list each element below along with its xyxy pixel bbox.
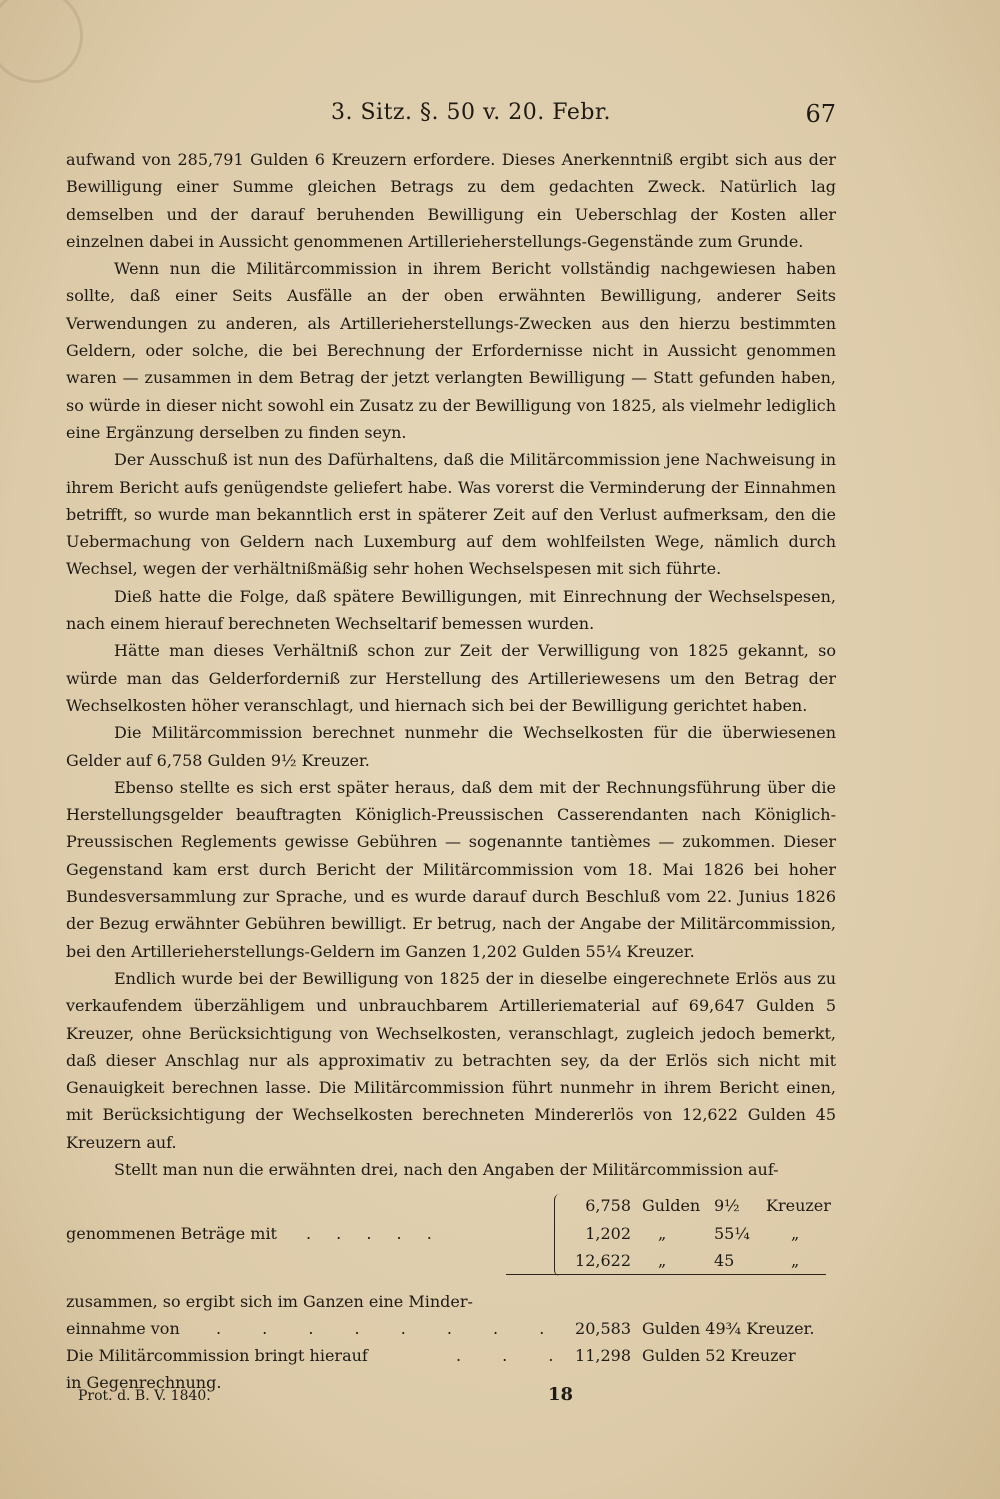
protocol-note: Prot. d. B. V. 1840. [78,1388,211,1404]
item-3-frac: 45 [714,1251,735,1270]
item-3-unit: „ [658,1251,667,1270]
item-3-amount: 12,622 [575,1251,631,1270]
total-dots: . . . . . . . . [216,1319,563,1338]
item-2-amount: 1,202 [585,1224,631,1243]
item-2-unit: „ [658,1224,667,1243]
item-2-frac: 55¼ [714,1224,750,1243]
paragraph-6: Die Militärcommission berechnet nunmehr die Wechselkosten für die überwiesenen Gelder auf 6,758 Gulden 9½ Kreuzer. [66,723,836,770]
body-text [66,146,836,1183]
library-stamp [0,0,83,83]
item-1-amount: 6,758 [585,1196,631,1215]
paragraph-9: Stellt man nun die erwähnten drei, nach den Angaben der Militärcommission auf- [114,1159,779,1179]
total-label-2: einnahme von [66,1319,180,1338]
paragraph-8: Endlich wurde bei der Bewilligung von 1825 der in dieselbe eingerechnete Erlös aus zu verkaufendem überzähligem und unbrauchbarem Artilleriematerial auf 69,647 Gulden 5 Kreuzer, ohne Berücksichtigung von Wechselkosten, veranschlagt, zugleich jedoch bemerkt, daß dieser Anschlag nur als approximativ zu betrachten sey, da der Erlös sich nicht mit Genauigkeit berechnen lasse. Die Militärcommission führt nunmehr in ihrem Bericht einen, mit Berücksichtigung der Wechselkosten berechneten Mindererlös von 12,622 Gulden 45 Kreuzern auf. [66,968,836,1152]
item-1-unit2: Kreuzer [766,1196,831,1215]
paragraph-4: Dieß hatte die Folge, daß spätere Bewilligungen, mit Einrechnung der Wechselspesen, nach einem hierauf berechneten Wechseltarif bemessen wurden. [66,586,836,634]
counter-unit: Gulden 52 Kreuzer [642,1346,796,1365]
running-header [66,100,836,130]
paragraph-5: Hätte man dieses Verhältniß schon zur Zeit der Verwilligung von 1825 gekannt, so würde man das Gelderforderniß zur Herstellung des Artilleriewesens um den Betrag der Wechselkosten höher veranschlagt, und hiernach sich bei der Bewilligung gerichtet haben. [66,641,836,715]
item-3-unit2: „ [791,1251,800,1270]
paragraph-7: Ebenso stellte es sich erst später heraus, daß dem mit der Rechnungsführung über die Herstellungsgelder beauftragten Königlich-Preussischen Casserendanten nach Königlich-Preussischen Reglements gewisse Gebühren — sogenannte tantièmes — zukommen. Dieser Gegenstand kam erst durch Bericht der Militärcommission vom 18. Mai 1826 bei hoher Bundesversammlung zur Sprache, und es wurde darauf durch Beschluß vom 22. Junius 1826 der Bezug erwähnter Gebühren bewilligt. Er betrug, nach der Angabe der Militärcommission, bei den Artillerieherstellungs-Geldern im Ganzen 1,202 Gulden 55¼ Kreuzer. [66,777,836,961]
counter-label-2: in Gegenrechnung. [66,1373,222,1392]
paragraph-2: Wenn nun die Militärcommission in ihrem Bericht vollständig nachgewiesen haben sollte, daß einer Seits Ausfälle an der oben erwähnten Bewilligung, anderer Seits Verwendungen zu anderen, als Artillerieherstellungs-Zwecken aus den hierzu bestimmten Geldern, oder solche, die bei Berechnung der Erfordernisse nicht in Aussicht genommen waren — zusammen in dem Betrag der jetzt verlangten Bewilligung — Statt gefunden haben, so würde in dieser nicht sowohl ein Zusatz zu der Bewilligung von 1825, als vielmehr lediglich eine Ergänzung derselben zu finden seyn. [66,259,836,442]
signature-mark: 18 [548,1384,574,1405]
taken-dots: . . . . . [306,1224,442,1243]
running-head: 3. Sitz. §. 50 v. 20. Febr. [331,100,612,125]
total-amount: 20,583 [575,1319,631,1338]
page-number: 67 [805,100,836,128]
total-label-1: zusammen, so ergibt sich im Ganzen eine Minder- [66,1292,473,1311]
item-1-unit: Gulden [642,1196,701,1215]
sum-rule [506,1274,826,1275]
paragraph-3: Der Ausschuß ist nun des Dafürhaltens, daß die Militärcommission jene Nachweisung in ihrem Bericht aufs genügendste geliefert habe. Was vorerst die Verminderung der Einnahmen betrifft, so wurde man bekanntlich erst in späterer Zeit auf den Verlust aufmerksam, den die Uebermachung von Geldern nach Luxemburg auf dem wohlfeilsten Wege, nämlich durch Wechsel, wegen der verhältnißmäßig sehr hohen Wechselspesen mit sich führte. [66,450,836,579]
item-1-frac: 9½ [714,1196,740,1215]
counter-amount: 11,298 [575,1346,631,1365]
taken-label: genommenen Beträge mit [66,1224,277,1243]
counter-label-1: Die Militärcommission bringt hierauf [66,1346,368,1365]
counter-dots: . . . [456,1346,572,1365]
paragraph-1: aufwand von 285,791 Gulden 6 Kreuzern erfordere. Dieses Anerkenntniß ergibt sich aus der Bewilligung einer Summe gleichen Betrags zu dem gedachten Zweck. Natürlich lag demselben und der darauf beruhenden Bewilligung ein Ueberschlag der Kosten aller einzelnen dabei in Aussicht genommenen Artillerieherstellungs-Gegenstände zum Grunde. [66,150,836,251]
total-unit: Gulden 49¾ Kreuzer. [642,1319,815,1338]
item-2-unit2: „ [791,1224,800,1243]
